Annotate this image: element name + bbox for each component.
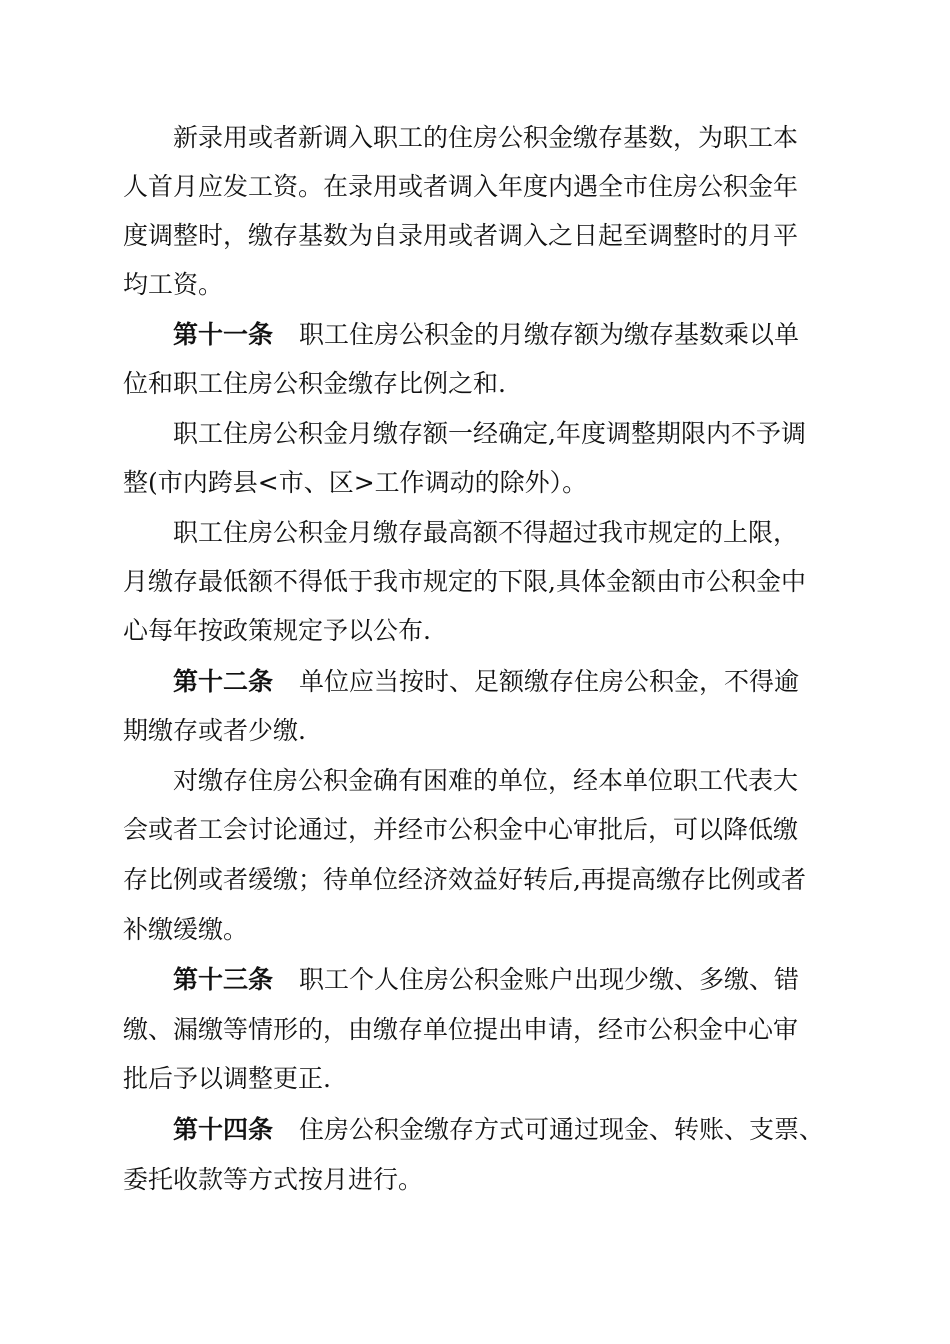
text-line <box>123 1006 798 1054</box>
text-line <box>173 509 798 557</box>
line-text: 会或者工会讨论通过，并经市公积金中心审批后，可以降低缴 <box>123 815 799 844</box>
text-line <box>123 707 306 755</box>
article-number: 第十二条 <box>173 667 274 696</box>
line-text: 位和职工住房公积金缴存比例之和. <box>123 369 506 398</box>
article-12-line <box>173 658 799 706</box>
text-line <box>123 906 248 954</box>
text-line <box>123 806 798 854</box>
text-line <box>123 1156 423 1204</box>
line-text: 职工住房公积金的月缴存额为缴存基数乘以单 <box>299 320 800 349</box>
text-line <box>123 558 806 606</box>
line-text: 对缴存住房公积金确有困难的单位，经本单位职工代表大 <box>173 766 799 795</box>
text-line <box>123 261 223 309</box>
line-text: 职工住房公积金月缴存额一经确定,年度调整期限内不予调 <box>173 419 806 448</box>
text-line <box>173 410 806 458</box>
line-text: 委托收款等方式按月进行。 <box>123 1165 424 1194</box>
text-line <box>123 163 798 211</box>
line-text: 期缴存或者少缴. <box>123 716 306 745</box>
article-number: 第十三条 <box>173 965 274 994</box>
line-text: 整(市内跨县<市、区>工作调动的除外）。 <box>123 468 588 497</box>
text-line <box>123 607 431 655</box>
line-text: 新录用或者新调入职工的住房公积金缴存基数，为职工本 <box>173 123 799 152</box>
text-line <box>173 757 798 805</box>
article-14-line <box>173 1106 824 1154</box>
line-text: 缴、漏缴等情形的，由缴存单位提出申请，经市公积金中心审 <box>123 1015 799 1044</box>
line-text: 心每年按政策规定予以公布. <box>123 616 431 645</box>
text-line <box>123 459 587 507</box>
line-text: 人首月应发工资。在录用或者调入年度内遇全市住房公积金年 <box>123 172 799 201</box>
text-line <box>123 1055 331 1103</box>
text-line <box>123 856 806 904</box>
line-text: 补缴缓缴。 <box>123 915 249 944</box>
article-number: 第十一条 <box>173 320 274 349</box>
line-text: 月缴存最低额不得低于我市规定的下限,具体金额由市公积金中 <box>123 567 806 596</box>
line-text: 职工个人住房公积金账户出现少缴、多缴、错 <box>299 965 800 994</box>
text-line <box>173 114 798 162</box>
text-line <box>123 360 506 408</box>
line-text: 存比例或者缓缴；待单位经济效益好转后,再提高缴存比例或者 <box>123 865 806 894</box>
line-text: 单位应当按时、足额缴存住房公积金，不得逾 <box>299 667 800 696</box>
article-13-line <box>173 956 799 1004</box>
line-text: 度调整时，缴存基数为自录用或者调入之日起至调整时的月平 <box>123 221 799 250</box>
line-text: 职工住房公积金月缴存最高额不得超过我市规定的上限， <box>173 518 799 547</box>
article-number: 第十四条 <box>173 1115 274 1144</box>
article-11-line <box>173 311 799 359</box>
line-text: 住房公积金缴存方式可通过现金、转账、支票、 <box>299 1115 825 1144</box>
line-text: 批后予以调整更正. <box>123 1064 331 1093</box>
line-text: 均工资。 <box>123 270 224 299</box>
text-line <box>123 212 798 260</box>
